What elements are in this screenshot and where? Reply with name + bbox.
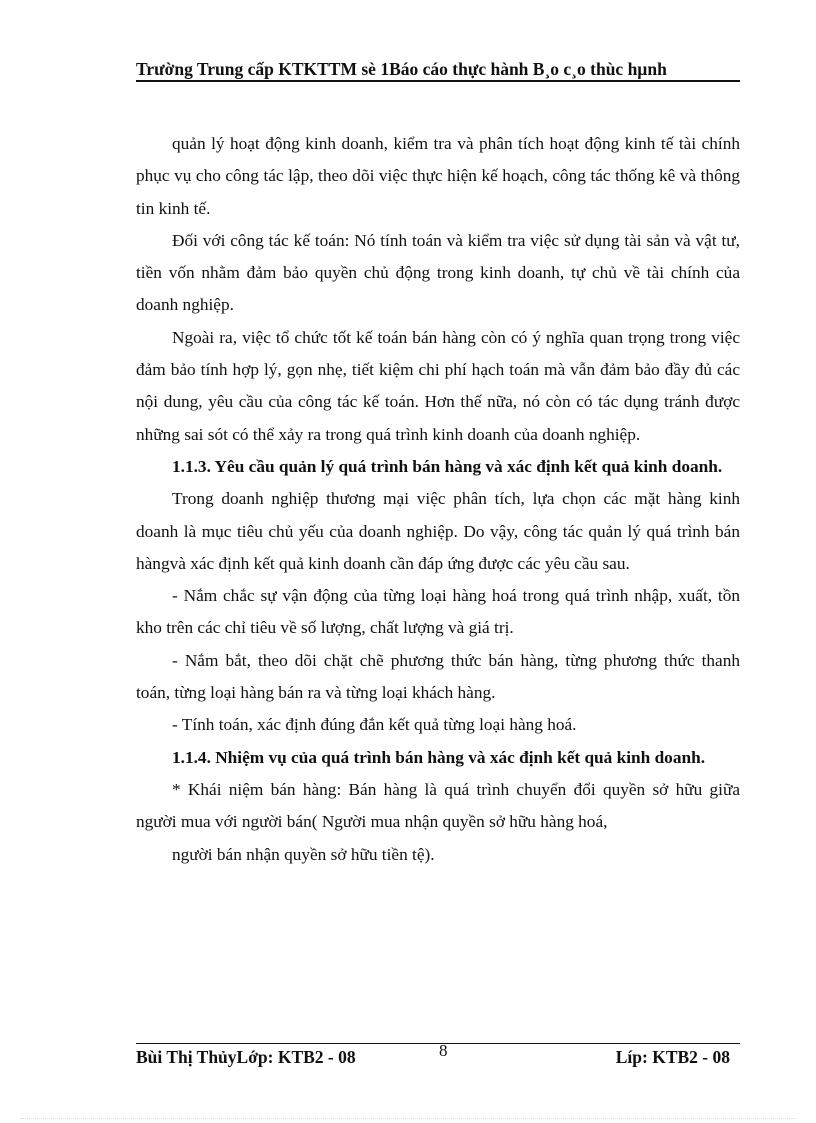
paragraph-accounting-role: Đối với công tác kế toán: Nó tính toán và kiểm tra việc sử dụng tài sản và vật tư, tiền vốn nhằm đảm bảo quyền chủ động trong kinh doanh, tự chủ về tài chính của doanh nghiệp.	[136, 230, 740, 315]
paragraph-sales-definition-end: người bán nhận quyền sở hữu tiền tệ).	[172, 844, 435, 864]
list-item-requirement-3: - Tính toán, xác định đúng đắn kết quả từng loại hàng hoá.	[172, 715, 577, 735]
section-heading-1-1-4: 1.1.4. Nhiệm vụ của quá trình bán hàng và xác định kết quả kinh doanh.	[172, 747, 706, 767]
paragraph-organization: Ngoài ra, việc tổ chức tốt kế toán bán hàng còn có ý nghĩa quan trọng trong việc đảm bảo tính hợp lý, gọn nhẹ, tiết kiệm chi phí hạch toán mà vẫn đảm bảo đầy đủ các nội dung, yêu cầu của công tác kế toán. Hơn thế nữa, nó còn có tác dụng tránh được những sai sót có thể xảy ra trong quá trình kinh doanh của doanh nghiệp.	[136, 327, 740, 444]
document-body	[136, 128, 740, 871]
footer-divider	[136, 1043, 740, 1044]
paragraph-sales-definition: * Khái niệm bán hàng: Bán hàng là quá trình chuyển đổi quyền sở hữu giữa người mua với người bán( Người mua nhận quyền sở hữu hàng hoá,	[136, 779, 740, 832]
header-divider	[136, 80, 740, 82]
section-heading-1-1-3: 1.1.3. Yêu cầu quản lý quá trình bán hàng và xác định kết quả kinh doanh.	[172, 456, 723, 476]
footer-class: Líp: KTB2 - 08	[615, 1047, 730, 1067]
paragraph-continuation: quản lý hoạt động kinh doanh, kiểm tra và phân tích hoạt động kinh tế tài chính phục vụ cho công tác lập, theo dõi việc thực hiện kế hoạch, công tác thống kê và thông tin kinh tế.	[136, 134, 740, 218]
list-item-requirement-2: - Nắm bắt, theo dõi chặt chẽ phương thức bán hàng, từng phương thức thanh toán, từng loại hàng bán ra và từng loại khách hàng.	[136, 650, 740, 703]
page-footer	[136, 1041, 740, 1070]
footer-author: Bùi Thị ThủyLớp: KTB2 - 08	[136, 1047, 356, 1067]
paragraph-requirements-intro: Trong doanh nghiệp thương mại việc phân tích, lựa chọn các mặt hàng kinh doanh là mục tiêu chủ yếu của doanh nghiệp. Do vậy, công tác quản lý quá trình bán hàngvà xác định kết quả kinh doanh cần đáp ứng được các yêu cầu sau.	[136, 489, 740, 573]
page-edge-divider	[20, 1118, 796, 1119]
page-header: Trường Trung cấp KTKTTM sè 1Báo cáo thực hành B¸o c¸o thùc hµnh	[136, 59, 667, 79]
page-number: 8	[439, 1041, 448, 1060]
list-item-requirement-1: - Nắm chắc sự vận động của từng loại hàng hoá trong quá trình nhập, xuất, tồn kho trên các chỉ tiêu về số lượng, chất lượng và giá trị.	[136, 586, 740, 638]
